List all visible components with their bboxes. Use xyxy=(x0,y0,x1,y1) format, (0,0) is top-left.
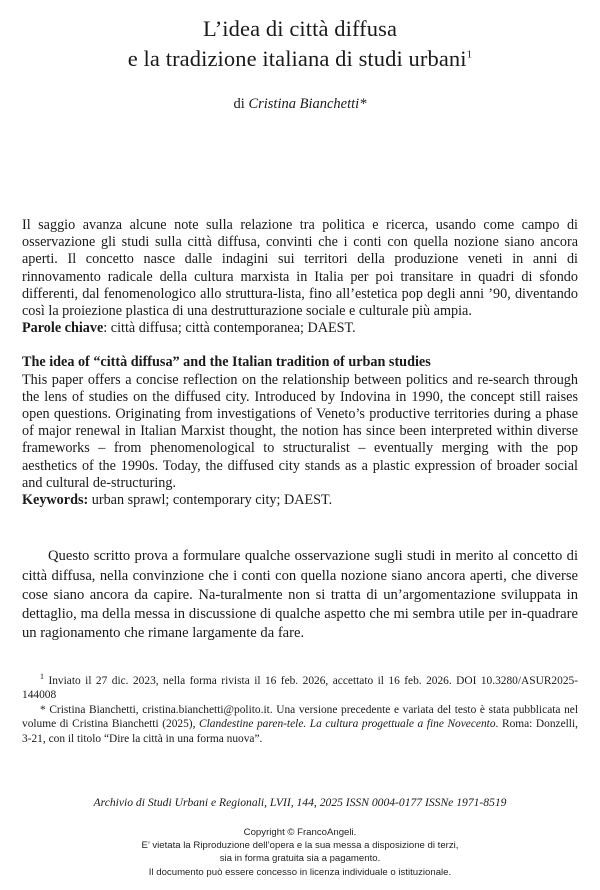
keywords-english xyxy=(22,492,578,509)
journal-citation-line: Archivio di Studi Urbani e Regionali, LVII, 144, 2025 ISSN 0004-0177 ISSNe 1971-8519 xyxy=(93,796,507,809)
body-paragraph-1: Questo scritto prova a formulare qualche osservazione sugli studi in merito al concetto di città diffusa, nella convinzione che i conti con quella nozione siano ancora aperti, che diverse cose siano ancora da capire. Na-turalmente non si tratta di un’argomentazione sviluppata in dettaglio, ma della messa in discussione di qualche aspetto che mi sembra utile per in-quadrare un ragionamento che rimane largamente da fare. xyxy=(22,548,578,642)
copyright-line-1: Copyright © FrancoAngeli. xyxy=(243,827,357,838)
copyright-line-4: Il documento può essere concesso in licenza individuale o istituzionale. xyxy=(148,866,452,878)
keywords-english-label: Keywords: xyxy=(22,492,89,509)
copyright-line-3: sia in forma gratuita sia a pagamento. xyxy=(219,853,381,865)
footnote-2-text-part-2: . Roma: Donzelli, 3-21, con il titolo “Dire la città in una forma nuova”. xyxy=(22,718,578,745)
body-zone xyxy=(22,547,578,643)
footnote-2-marker: * xyxy=(40,704,46,717)
footnote-2-book-title: Clandestine paren-tele. La cultura progettuale a fine Novecento xyxy=(199,718,496,731)
keywords-italian-label: Parole chiave xyxy=(22,320,104,337)
byline xyxy=(22,96,578,113)
copyright-notice xyxy=(0,826,600,879)
author-name: Cristina Bianchetti* xyxy=(248,96,367,112)
footnote-1 xyxy=(22,671,578,702)
keywords-italian-value: città diffusa; città contemporanea; DAEST. xyxy=(110,320,356,337)
article-title-line-1: L’idea di città diffusa xyxy=(202,16,398,41)
keywords-italian-separator: : xyxy=(103,320,111,337)
title-block xyxy=(22,14,578,74)
title-footnote-marker: 1 xyxy=(466,48,473,61)
article-title-line-2-text: e la tradizione italiana di studi urbani xyxy=(127,46,467,71)
abstract-english: This paper offers a concise reflection on the relationship between politics and re-search through the lens of studies on the diffused city. Introduced by Indovina in 1990, the concept still raises open questions. Originating from investigations of Veneto’s productive territories during a phase of major renewal in Italian Marxist thought, the notion has since been interpreted within diverse frameworks – from phenomenological to structuralist – eventually merging with the pop aesthetics of the 1990s. Today, the diffused city stands as a plastic expression of broader social and cultural de-structuring. xyxy=(22,371,578,491)
footnote-2-text-part-1: Cristina Bianchetti, cristina.bianchetti@polito.it. Una versione precedente e variata del testo è stata pubblicata nel volume di Cristina Bianchetti (2025), xyxy=(22,704,578,731)
keywords-italian xyxy=(22,320,578,337)
footnotes-block xyxy=(22,671,578,746)
abstract-english-heading: The idea of “città diffusa” and the Italian tradition of urban studies xyxy=(22,354,431,371)
article-title-line-2 xyxy=(22,44,578,74)
keywords-english-value: urban sprawl; contemporary city; DAEST. xyxy=(91,492,333,509)
abstract-italian: Il saggio avanza alcune note sulla relazione tra politica e ricerca, usando come campo di osservazione gli studi sulla città diffusa, convinti che i conti con quella nozione siano ancora aperti. Il concetto nasce dalle indagini sui territori della produzione veneti in anni di rinnovamento radicale della cultura marxista in Italia per poi transitare in quadri di sfondo differenti, dal fenomenologico allo struttura-lista, fino all’estetica pop degli anni ’90, diventando così la proiezione plastica di una destrutturazione sociale e culturale più ampia. xyxy=(22,217,578,320)
footnote-1-text: Inviato il 27 dic. 2023, nella forma rivista il 16 feb. 2026, accettato il 16 feb. 2026. DOI 10.3280/ASUR2025-144008 xyxy=(22,674,578,701)
footnote-2 xyxy=(22,703,578,746)
footnote-1-marker: 1 xyxy=(40,671,44,681)
copyright-line-2: E’ vietata la Riproduzione dell’opera e la sua messa a disposizione di terzi, xyxy=(141,840,459,852)
byline-prefix: di xyxy=(233,96,249,112)
abstract-zone xyxy=(22,217,578,509)
